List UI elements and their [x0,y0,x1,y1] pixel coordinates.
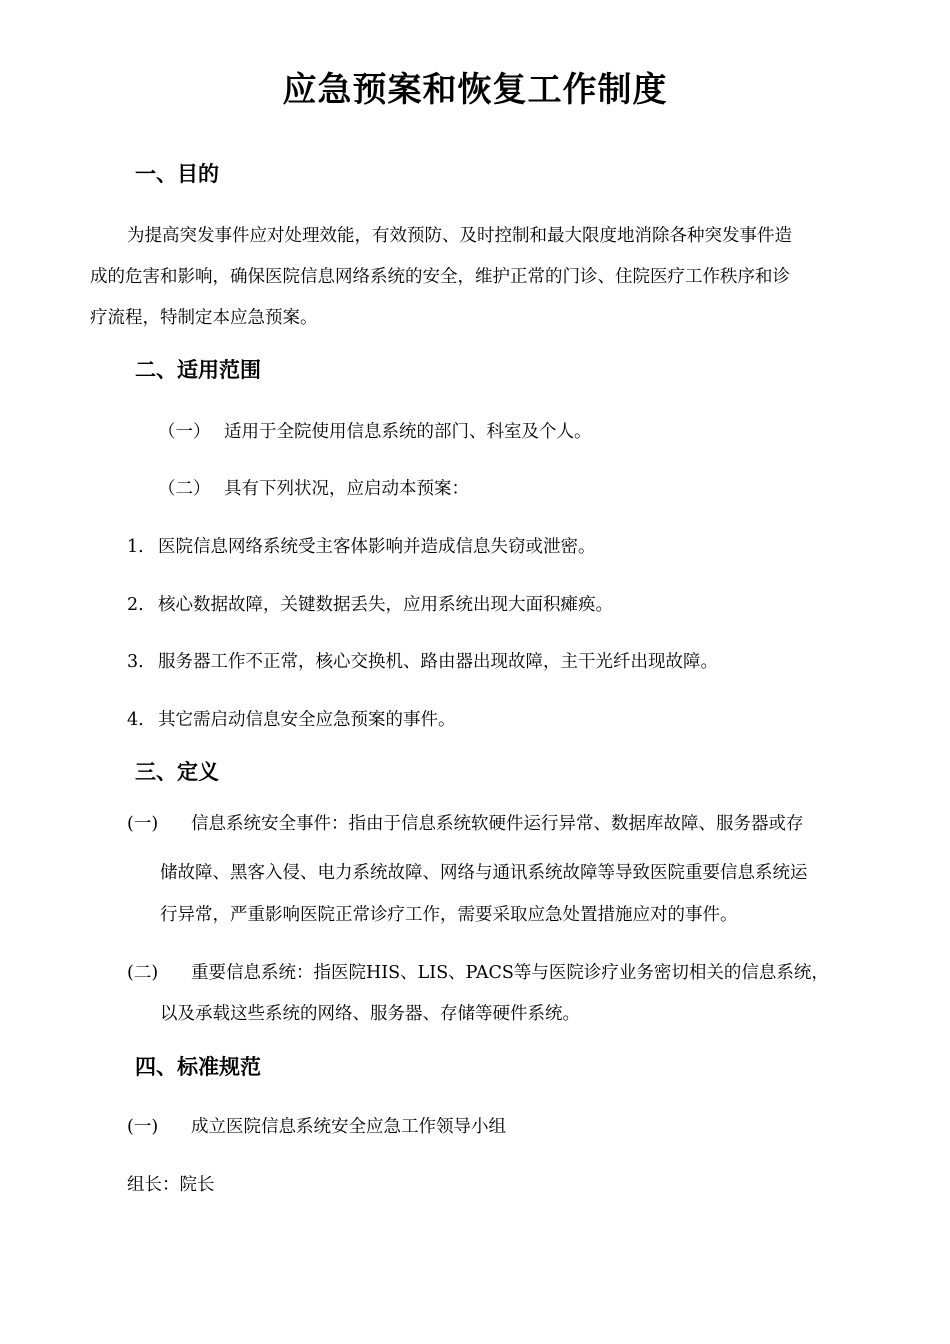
paragraph-line: 成的危害和影响，确保医院信息网络系统的安全，维护正常的门诊、住院医疗工作秩序和诊 [90,267,790,287]
item-marker: （二） [158,479,211,499]
list-item [158,412,592,453]
item-text: 医院信息网络系统受主客体影响并造成信息失窃或泄密。 [158,537,596,557]
item-text: 服务器工作不正常，核心交换机、路由器出现故障，主干光纤出现故障。 [158,652,718,672]
numbered-item [127,585,613,626]
item-text: 具有下列状况，应启动本预案： [224,479,469,499]
document-title: 应急预案和恢复工作制度 [282,70,668,110]
definition-item [127,804,804,845]
item-text: 核心数据故障，关键数据丢失，应用系统出现大面积瘫痪。 [158,595,613,615]
section-heading-scope: 二、适用范围 [135,358,261,382]
item-text: 适用于全院使用信息系统的部门、科室及个人。 [224,422,592,442]
paragraph-line: 为提高突发事件应对处理效能，有效预防、及时控制和最大限度地消除各种突发事件造 [127,226,792,246]
definition-item [127,953,829,994]
numbered-item [127,642,718,683]
item-marker: 1. [127,537,144,557]
item-text: 重要信息系统：指医院HIS、LIS、PACS等与医院诊疗业务密切相关的信息系统， [191,963,829,983]
section-heading-definition: 三、定义 [135,760,219,784]
definition-line: 以及承载这些系统的网络、服务器、存储等硬件系统。 [160,1004,580,1024]
item-text: 信息系统安全事件：指由于信息系统软硬件运行异常、数据库故障、服务器或存 [191,814,804,834]
section-heading-purpose: 一、目的 [135,162,219,186]
item-marker: （一） [158,422,211,442]
definition-line: 储故障、黑客入侵、电力系统故障、网络与通讯系统故障等导致医院重要信息系统运 [160,863,808,883]
item-marker: 4. [127,710,144,730]
paragraph-line: 疗流程，特制定本应急预案。 [90,308,318,328]
item-text: 其它需启动信息安全应急预案的事件。 [158,710,456,730]
list-item [158,469,469,510]
group-leader-line: 组长：院长 [127,1175,215,1195]
definition-line: 行异常，严重影响医院正常诊疗工作，需要采取应急处置措施应对的事件。 [160,905,738,925]
list-item [127,1107,506,1148]
section-heading-standards: 四、标准规范 [135,1055,261,1079]
numbered-item [127,527,596,568]
item-text: 成立医院信息系统安全应急工作领导小组 [191,1117,506,1137]
item-marker: (一) [127,1117,159,1137]
item-marker: 3. [127,652,144,672]
numbered-item [127,700,456,741]
item-marker: (一) [127,814,159,834]
item-marker: (二) [127,963,159,983]
item-marker: 2. [127,595,144,615]
